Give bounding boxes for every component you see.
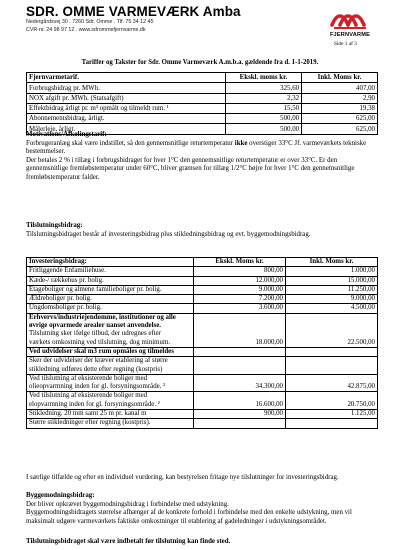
tilslutning-text: Tilslutningsbidraget består af investeringsbidrag plus stikledningsbidrag og evt. byggemodningsbidrag. xyxy=(26,230,311,238)
table-header-cell: Ekskl. moms kr. xyxy=(225,73,301,83)
byggemodning-text-1: Der bliver opkrævet byggemodningsbidrag i forbindelse med udstykning. xyxy=(26,500,229,508)
tilslutning-heading: Tilslutningsbidrag: xyxy=(26,222,83,229)
row-value-inc: 15.000,00 xyxy=(286,276,378,285)
table-row xyxy=(27,93,378,103)
motivation-paragraph-1 xyxy=(26,140,378,157)
row-value-inc: 1.000,00 xyxy=(286,267,378,276)
row-label: Stikledning. 20 mm samt 25 m pr. kanal m xyxy=(27,410,194,419)
row-value-ex: 900,00 xyxy=(194,410,286,419)
empty-cell xyxy=(194,357,286,375)
row-value-ex: 7.200,00 xyxy=(194,295,286,304)
note-paragraph: I særlige tilfælde og efter en individuel vurdering, kan bestyrelsen fritage nye tilslutninger for investeringsbidrag. xyxy=(26,474,339,481)
empty-cell xyxy=(286,357,378,375)
tilslutning-section xyxy=(26,222,378,239)
table-row xyxy=(27,347,378,356)
row-value-ex: 500,00 xyxy=(225,114,301,124)
row-value-ex: 9.000,00 xyxy=(194,285,286,294)
row-value-inc: 625,00 xyxy=(302,124,378,134)
table-row xyxy=(27,374,378,392)
table-row xyxy=(27,304,378,313)
row-value-inc: 11.250,00 xyxy=(286,285,378,294)
row-value-inc: 1.125,00 xyxy=(286,410,378,419)
row-label: Målerleje, årligt. xyxy=(27,124,226,134)
erhverv-line: Erhvervs/industriejendomme, institutioner og alle xyxy=(29,313,176,321)
footer-note: Tilslutningsbidraget skal være indbetalt før tilslutning kan finde sted. xyxy=(26,538,231,545)
row-value-ex: 2,32 xyxy=(225,93,301,103)
row-label: Kæde-/ rækkehus pr. bolig. xyxy=(27,276,194,285)
table-header-cell: Inkl. Moms kr. xyxy=(286,258,378,267)
row-label: Abonnementsbidrag, årligt. xyxy=(27,114,226,124)
stik-line: stikledning udføres dette efter regning (kostpris) xyxy=(29,365,163,373)
olie-line: olieopvarmning inden for gl. forsyningsområde. ² xyxy=(29,383,166,391)
logo-text: FJERNVARME xyxy=(329,32,371,38)
table-row xyxy=(27,313,378,347)
row-value-ex: 3.600,00 xyxy=(194,304,286,313)
row-value-ex: 15,50 xyxy=(225,103,301,113)
fjernvarmetarif-table xyxy=(26,72,378,135)
el-line: Ved tilslutning af eksisterende boliger med xyxy=(29,392,148,400)
row-label: Fritliggende Enfamiliehuse. xyxy=(27,267,194,276)
company-address: Nedergårdsvej 30 . 7260 Sdr. Omme . Tlf. 75 34 12 45 xyxy=(26,19,154,25)
table-row xyxy=(27,267,378,276)
motivation-emphasis: ikke xyxy=(234,139,248,147)
motivation-paragraph-2: Der betales 2 % i tillæg i forbrugsbidraget for hver 1°C den gennemsnitlige returtemperatur er over 33°C. Er den gennemsnitlige fremløbstemperatur under 60°C, bliver grænsen for tillæg 1/2°C højre for hver 1°C den gennemsnitlige fremløbstemperatur falder. xyxy=(26,156,355,181)
table-row xyxy=(27,392,378,410)
olie-line: Ved tilslutning af eksisterende boliger med xyxy=(29,374,148,382)
row-label: Effektbidrag årligt pr. m³ opmålt og tilmeldt rum. ¹ xyxy=(27,103,226,113)
row-value-inc: 20.750,00 xyxy=(286,392,378,410)
company-name: SDR. OMME VARMEVÆRK Amba xyxy=(26,4,241,19)
row-value-inc: 407,00 xyxy=(302,83,378,93)
byggemodning-text-2: Byggemodningsbidragets størrelse afhænger af de konkrete forhold i forbindelse med den enkelte udstykning, men vil maksimalt udgøre varmeværkets faktiske omkostninger til etablering af gadeledninger i udstykningsområdet. xyxy=(26,509,352,525)
row-value-ex: 12.000,00 xyxy=(194,276,286,285)
table-header-cell: Ekskl. Moms kr. xyxy=(194,258,286,267)
row-value-ex: 18.000,00 xyxy=(194,313,286,347)
row-value-inc: 4.500,00 xyxy=(286,304,378,313)
motivation-section xyxy=(26,131,378,183)
row-value-ex: 34.300,00 xyxy=(194,374,286,392)
empty-cell xyxy=(286,419,378,428)
el-cell xyxy=(27,392,194,410)
byggemodning-section xyxy=(26,492,378,526)
row-value-ex: 16.600,00 xyxy=(194,392,286,410)
row-label: NOX afgift pr. MWh. (Statsafgift) xyxy=(27,93,226,103)
row-value-inc: 2,90 xyxy=(302,93,378,103)
table-header-row xyxy=(27,73,378,83)
erhverv-line: øvrige opvarmede arealer uanset anvendelse. xyxy=(29,322,161,330)
company-cvr: CVR-nr. 24 98 97 12 . www.sdrommefjernvarme.dk xyxy=(26,27,146,33)
table-row xyxy=(27,410,378,419)
page-number: Side 1 af 3 xyxy=(334,41,357,47)
investeringsbidrag-table xyxy=(26,257,378,429)
row-label: Forbrugsbidrag pr. MWh. xyxy=(27,83,226,93)
table-header-cell: Investeringsbidrag: xyxy=(27,258,194,267)
byggemodning-heading: Byggemodningsbidrag: xyxy=(26,492,95,499)
row-value-ex: 325,60 xyxy=(225,83,301,93)
stik-cell xyxy=(27,357,194,375)
row-value-inc: 42.875,00 xyxy=(286,374,378,392)
el-line: elopvarmning inden for gl. forsyningsområde. ² xyxy=(29,400,160,408)
erhverv-line: Tilslutning sker ifølge tilbud, der udregnes efter xyxy=(29,330,161,338)
row-value-inc: 22.500,00 xyxy=(286,313,378,347)
row-value-ex: 800,00 xyxy=(194,267,286,276)
erhverv-cell xyxy=(27,313,194,347)
motivation-heading: Motivations/Afkølingstarif: xyxy=(26,131,107,138)
row-value-inc: 625,00 xyxy=(302,114,378,124)
table-row xyxy=(27,295,378,304)
table-row xyxy=(27,103,378,113)
table-row xyxy=(27,285,378,294)
empty-cell xyxy=(286,347,378,356)
stik-line: Sker der udvidelser der kræver etablering af større xyxy=(29,357,168,365)
table-row xyxy=(27,114,378,124)
table-row xyxy=(27,357,378,375)
row-value-ex: 500,00 xyxy=(225,124,301,134)
table-row xyxy=(27,276,378,285)
row-value-inc: 19,38 xyxy=(302,103,378,113)
motivation-text: Forbrugeranlæg skal være indstillet, så den gennemsnitlige returtemperatur xyxy=(26,139,235,147)
table-header-cell: Fjernvarmetarif. xyxy=(27,73,226,83)
empty-cell xyxy=(194,347,286,356)
document-title: Tariffer og Takster for Sdr. Omme Varmeværk A.m.b.a. gældende fra d. 1-1-2019. xyxy=(81,59,319,66)
table-row xyxy=(27,83,378,93)
fjernvarme-logo-icon xyxy=(328,5,372,31)
empty-cell xyxy=(194,419,286,428)
row-label: Ældreboliger pr. bolig. xyxy=(27,295,194,304)
row-label: Etageboliger og almene familieboliger pr. bolig. xyxy=(27,285,194,294)
table-header-cell: Inkl. Moms kr. xyxy=(302,73,378,83)
row-label: Større stikledninger efter regning (kostpris). xyxy=(27,419,194,428)
olie-cell xyxy=(27,374,194,392)
row-label: Ved udvidelser skal m3 rum opmåles og tilmeldes xyxy=(27,347,194,356)
motivation-text: overstiger 33°C Jf. varmeværkets tekniske bestemmelser. xyxy=(26,139,367,156)
row-label: Ungdomsboliger pr. bolig. xyxy=(27,304,194,313)
row-value-inc: 9.000,00 xyxy=(286,295,378,304)
table-header-row xyxy=(27,258,378,267)
table-row xyxy=(27,419,378,428)
erhverv-line: værkets omkostning ved tilslutning, dog minimum. xyxy=(29,338,171,346)
